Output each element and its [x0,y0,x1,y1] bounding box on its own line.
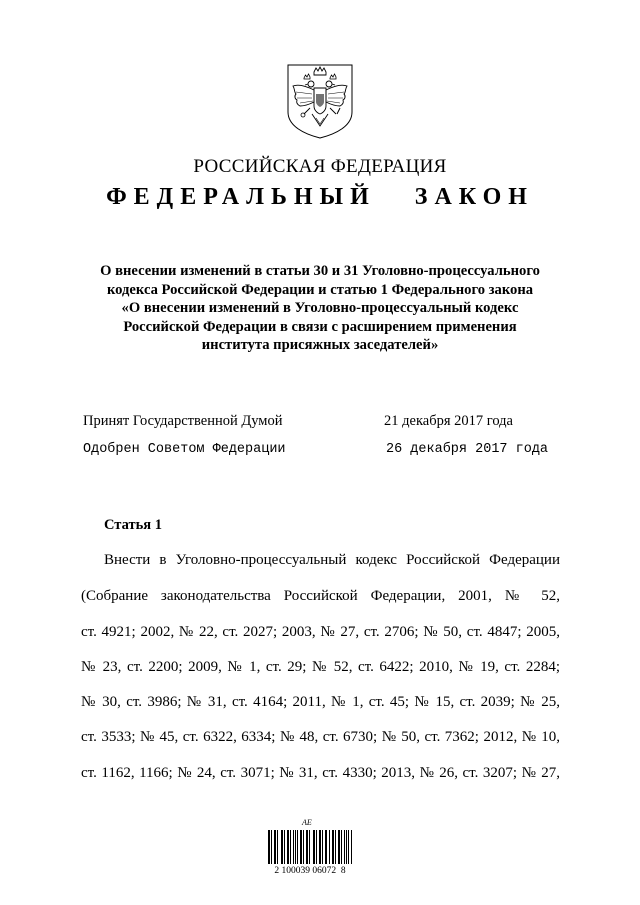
law-title-line: Российской Федерации в связи с расширением применения [123,318,517,335]
document-type: ФЕДЕРАЛЬНЫЙ ЗАКОН [106,184,534,210]
law-title-line: института присяжных заседателей» [201,337,439,353]
article-text-line: № 23, ст. 2200; 2009, № 1, ст. 29; № 52, ст. 6422; 2010, № 19, ст. 2284; [81,659,560,675]
article-text-line: ст. 4921; 2002, № 22, ст. 2027; 2003, № 27, ст. 2706; № 50, ст. 4847; 2005, [81,624,560,640]
council-approval-label: Одобрен Советом Федерации [83,442,286,457]
article-text-line: (Собрание законодательства Российской Федерации, 2001, № 52, [81,588,560,604]
law-title [80,262,560,355]
law-title-line: О внесении изменений в статьи 30 и 31 Уголовно-процессуального [100,263,540,279]
article-text-line: № 30, ст. 3986; № 31, ст. 4164; 2011, № 1, ст. 45; № 15, ст. 2039; № 25, [81,694,560,710]
council-approval-date: 26 декабря 2017 года [386,442,549,457]
barcode [262,818,358,880]
law-title-line: кодекса Российской Федерации и статью 1 Федерального закона [106,281,534,298]
barcode-bars-icon [268,830,352,864]
article-heading: Статья 1 [104,517,162,533]
article-text-line: ст. 3533; № 45, ст. 6322, 6334; № 48, ст. 6730; № 50, ст. 7362; 2012, № 10, [81,729,560,745]
barcode-mark: АЕ [302,818,312,827]
duma-adoption-date: 21 декабря 2017 года [384,413,513,429]
coat-of-arms-icon [284,62,356,140]
country-name: РОССИЙСКАЯ ФЕДЕРАЦИЯ [193,156,447,177]
barcode-number: 2 100039 06072 8 [274,866,346,876]
law-title-line: «О внесении изменений в Уголовно-процессуальный кодекс [121,300,519,316]
article-text-line: Внести в Уголовно-процессуальный кодекс Российской Федерации [104,552,560,568]
article-text-line: ст. 1162, 1166; № 24, ст. 3071; № 31, ст. 4330; 2013, № 26, ст. 3207; № 27, [81,765,560,781]
duma-adoption-label: Принят Государственной Думой [83,413,283,429]
